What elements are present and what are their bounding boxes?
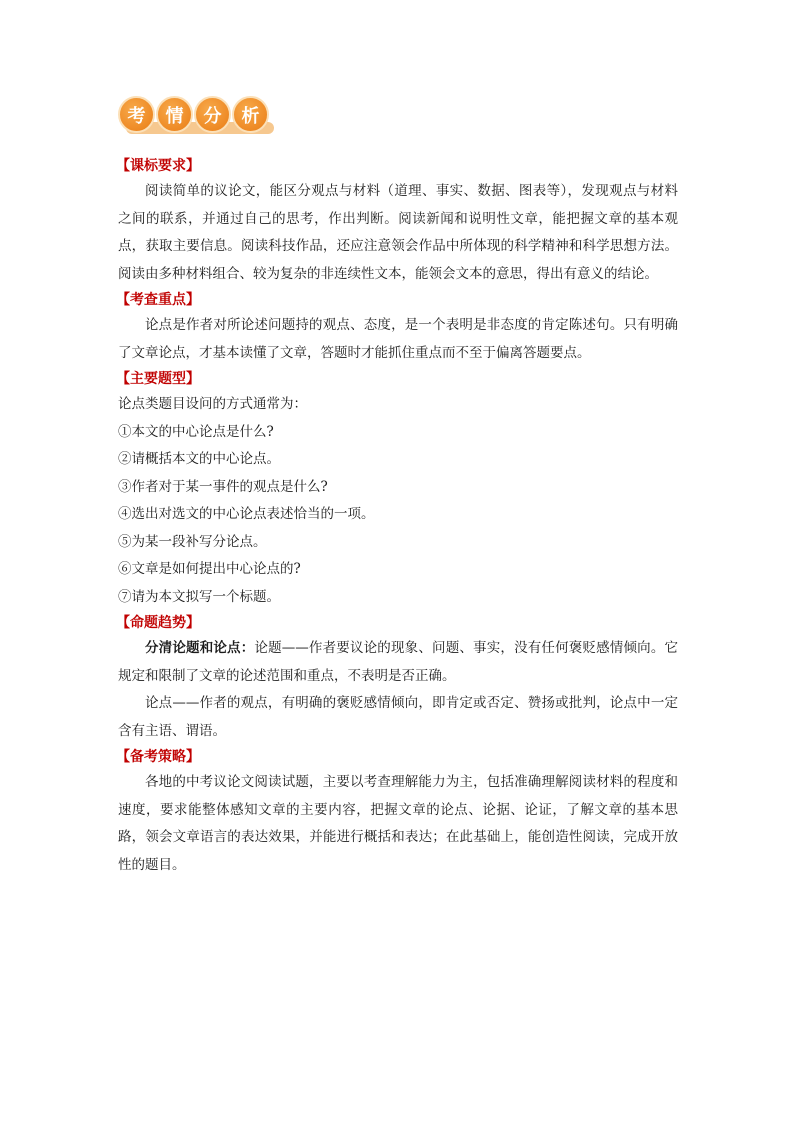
- question-type-item: ③作者对于某一事件的观点是什么?: [118, 478, 328, 495]
- question-type-item: ①本文的中心论点是什么?: [118, 423, 274, 440]
- question-type-item: ⑥文章是如何提出中心论点的?: [118, 561, 301, 577]
- section-title-key-points: 【考查重点】: [116, 292, 200, 308]
- section-title-question-types: 【主要题型】: [116, 371, 200, 387]
- trends-paragraph-1: [118, 635, 678, 690]
- document-page: [118, 96, 678, 879]
- section-banner: [118, 96, 278, 140]
- trends-lead: 分清论题和论点：: [145, 640, 255, 656]
- banner-badges: [118, 96, 269, 133]
- section-title-strategy: 【备考策略】: [116, 749, 200, 765]
- trends-paragraph-2: 论点——作者的观点，有明确的褒贬感情倾向，即肯定或否定、赞扬或批判，论点中一定含有主语、谓语。: [118, 695, 678, 739]
- banner-badge: 分: [194, 96, 231, 133]
- question-type-item: ②请概括本文的中心论点。: [118, 451, 280, 467]
- strategy-paragraph: 各地的中考议论文阅读试题，主要以考查理解能力为主，包括准确理解阅读材料的程度和速度，要求能整体感知文章的主要内容，把握文章的论点、论据、论证，了解文章的基本思路，领会文章语言的表达效果，并能进行概括和表达；在此基础上，能创造性阅读，完成开放性的题目。: [118, 774, 678, 873]
- question-type-item: ⑤为某一段补写分论点。: [118, 533, 267, 550]
- trends-topic-text: 论题——作者要议论的现象、问题、事实，没有任何褒贬感情倾向。它规定和限制了文章的论述范围和重点，不表明是否正确。: [118, 640, 678, 684]
- curriculum-paragraph: 阅读简单的议论文，能区分观点与材料（道理、事实、数据、图表等），发现观点与材料之间的联系，并通过自己的思考，作出判断。阅读新闻和说明性文章，能把握文章的基本观点，获取主要信息。阅读科技作品，还应注意领会作品中所体现的科学精神和科学思想方法。阅读由多种材料组合、较为复杂的非连续性文本，能领会文本的意思，得出有意义的结论。: [118, 183, 678, 282]
- banner-badge: 情: [156, 96, 193, 133]
- question-type-item: ④选出对选文的中心论点表述恰当的一项。: [118, 506, 375, 522]
- section-title-trends: 【命题趋势】: [116, 615, 200, 631]
- section-title-curriculum: 【课标要求】: [116, 158, 200, 174]
- banner-badge: 析: [232, 96, 269, 133]
- question-types-intro: 论点类题目设问的方式通常为：: [118, 396, 307, 412]
- banner-badge: 考: [118, 96, 155, 133]
- question-type-item: ⑦请为本文拟写一个标题。: [118, 588, 280, 605]
- key-points-paragraph: 论点是作者对所论述问题持的观点、态度，是一个表明是非态度的肯定陈述句。只有明确了文章论点，才基本读懂了文章，答题时才能抓住重点而不至于偏离答题要点。: [118, 317, 678, 361]
